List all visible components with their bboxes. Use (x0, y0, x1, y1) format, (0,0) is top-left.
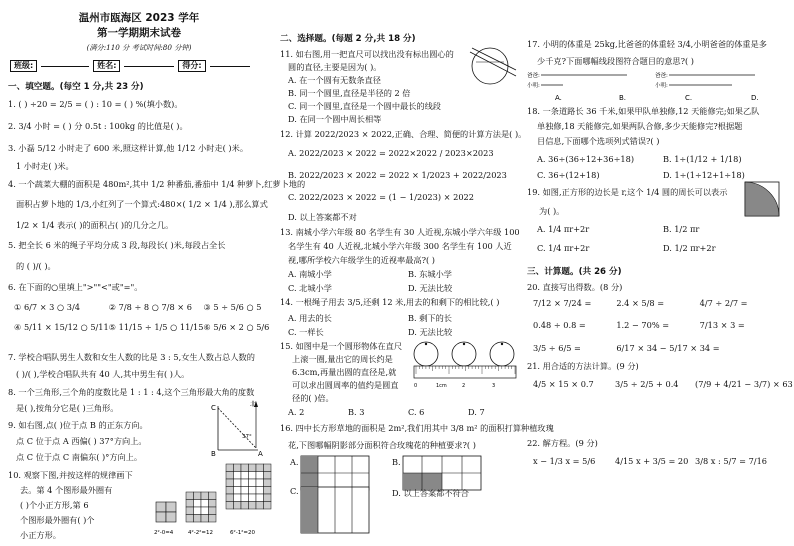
q17-option-a[interactable]: A. (555, 94, 562, 102)
pattern-cell (226, 479, 234, 487)
pattern-cell (186, 507, 194, 515)
q9-line1: 9. 如右图,点( )位于点 B 的正东方向。 (8, 420, 148, 430)
ruler-tick-label: 0 (414, 383, 418, 389)
pattern-2 (186, 492, 216, 522)
pattern-cell (226, 502, 234, 510)
pattern-2-label: 4²-2²=12 (188, 530, 213, 536)
pattern-cell (256, 494, 264, 502)
pattern-cell (264, 472, 272, 480)
q21-item: 4/5 × 15 × 0.7 (533, 379, 594, 389)
q20-item: 4/7 ÷ 2/7 = (699, 298, 748, 308)
q15-option-c[interactable]: C. 6 (408, 407, 425, 417)
pattern-cell (234, 502, 242, 510)
q10-pattern-figure (150, 460, 272, 538)
q6-item: ③ 5 ÷ 5/6 ○ 5 (203, 302, 262, 312)
class-label: 班级: (10, 60, 37, 72)
q18-option-a[interactable]: A. 36÷(36÷12+36÷18) (537, 154, 635, 164)
pattern-cell (201, 500, 209, 508)
q16-option-d[interactable]: D. 以上答案都不符合 (392, 488, 469, 498)
q19-option-c[interactable]: C. 1/4 πr+2r (537, 243, 590, 253)
q12-option-b[interactable]: B. 2022/2023 × 2022 = 2022 × 1/2023 + 2022/2023 (288, 170, 507, 180)
pattern-cell (264, 479, 272, 487)
q18-line3: 目信息,下面哪个选项列式错误?( ) (537, 136, 660, 146)
q3-line1: 3. 小磊 5/12 小时走了 600 米,照这样计算,他 1/12 小时走( )米。 (8, 143, 249, 153)
pattern-cell (249, 472, 257, 480)
q6-item: ① 6/7 × 3 ○ 3/4 (14, 302, 80, 312)
q1: 1. ( ) ÷20 = 2/5 = ( ) : 10 = ( ) %(填小数)。 (8, 99, 183, 109)
q11-option-d[interactable]: D. 在同一个圆中周长相等 (288, 114, 382, 124)
q15-line5: 径的( )倍。 (292, 393, 334, 403)
q20-item: 7/12 × 7/24 = (533, 298, 592, 308)
pattern-cell (226, 472, 234, 480)
q15-option-a[interactable]: A. 2 (288, 407, 305, 417)
q11-line2: 圆的直径,主要是因为( )。 (288, 62, 382, 72)
q12-option-a[interactable]: A. 2022/2023 × 2022 = 2022×2022 / 2023×2023 (288, 148, 494, 158)
pattern-cell (194, 515, 202, 523)
pattern-cell (194, 507, 202, 515)
score-label: 得分: (178, 60, 205, 72)
q21-stem: 21. 用合适的方法计算。(9 分) (527, 361, 639, 371)
pattern-cell (234, 479, 242, 487)
q15-ruler-figure (412, 334, 518, 392)
pattern-cell (186, 492, 194, 500)
q21-item: 3/5 ÷ 2/5 + 0.4 (615, 379, 679, 389)
q13-line2: 名学生有 40 人近视,北城小学六年级 300 名学生有 100 人近 (288, 241, 512, 251)
pattern-cell (209, 500, 217, 508)
q20-item: 6/17 × 34 − 5/17 × 34 = (616, 342, 720, 353)
q20-item: 0.48 ÷ 0.8 = (533, 320, 586, 331)
q22-item: 4/15 x + 3/5 = 20 (615, 456, 689, 466)
q14-option-c[interactable]: C. 一样长 (288, 327, 324, 337)
pattern-cell (201, 507, 209, 515)
q15-line4: 可以求出圆周率的值约是圆直 (292, 380, 399, 390)
name-field[interactable] (124, 66, 174, 67)
q13-line3: 视,哪所学校六年级学生的近视率最高?( ) (288, 255, 435, 265)
q8-line2: 是( ),按角分它是( )三角形。 (16, 403, 119, 413)
q6-item: ② 7/8 ÷ 8 ○ 7/8 × 6 (108, 302, 192, 312)
q12-option-d[interactable]: D. 以上答案都不对 (288, 212, 357, 222)
q13-option-c[interactable]: C. 北城小学 (288, 283, 332, 293)
pattern-3 (226, 464, 271, 509)
q17-line2: 少千克?下面哪幅线段图符合题目的意思?( ) (537, 56, 694, 66)
pattern-cell (256, 464, 264, 472)
q17-father-label: 爸爸: (655, 73, 668, 79)
q4-line3: 1/2 × 1/4 表示( )的面积占( )的几分之几。 (16, 220, 174, 230)
q20-item: 3/5 ÷ 6/5 = (533, 342, 581, 353)
q14-option-a[interactable]: A. 用去的长 (288, 313, 332, 323)
q5-line2: 的 ( )/( )。 (16, 261, 56, 271)
q13-option-b[interactable]: B. 东城小学 (408, 269, 452, 279)
q17-option-b[interactable]: B. (619, 94, 627, 102)
q6-compare-grid (14, 302, 270, 333)
section3-header: 三、计算题。(共 26 分) (527, 267, 622, 277)
q9-direction-figure (198, 398, 264, 460)
q22-stem: 22. 解方程。(9 分) (527, 438, 598, 448)
q9-line2: 点 C 位于点 A 西偏( ) 37°方向上。 (16, 436, 147, 446)
angle-label: 37° (242, 434, 252, 440)
pattern-cell (241, 487, 249, 495)
q10-line3: ( )个小正方形,第 6 (20, 500, 89, 510)
pattern-3-label: 6²-1²=20 (230, 530, 255, 536)
q15-line2: 上滚一圈,量出它的周长约是 (292, 354, 393, 364)
q4-line2: 面积占萝卜地的 1/3,小红列了一个算式:480×( 1/2 × 1/4 ),那么算式 (16, 199, 268, 209)
pattern-cell (264, 464, 272, 472)
q11-circle-figure (468, 42, 518, 92)
q17-son-label: 小明: (655, 83, 668, 89)
section2-header: 二、选择题。(每题 2 分,共 18 分) (280, 34, 416, 44)
pattern-cell (234, 494, 242, 502)
pattern-cell (209, 507, 217, 515)
q15-option-b[interactable]: B. 3 (348, 407, 365, 417)
q16-option-c[interactable]: C. (290, 486, 299, 496)
q17-father-label: 爸爸: (527, 73, 540, 79)
ruler-tick-label: 1cm (436, 383, 447, 389)
section1-header: 一、填空题。(每空 1 分,共 23 分) (8, 82, 144, 92)
class-field[interactable] (41, 66, 89, 67)
pattern-cell (234, 487, 242, 495)
name-label: 姓名: (93, 60, 120, 72)
pattern-cell (209, 515, 217, 523)
q11-option-c[interactable]: C. 同一个圆里,直径是一个圆中最长的线段 (288, 101, 441, 111)
q6-stem: 6. 在下面的○里填上">""<"或"="。 (8, 282, 143, 292)
q17-option-c[interactable]: C. (685, 94, 693, 102)
pattern-cell (256, 479, 264, 487)
pattern-cell (209, 492, 217, 500)
q17-segment-diagrams (527, 70, 789, 104)
q2: 2. 3/4 小时 = ( ) 分 0.5t : 100kg 的比值是( )。 (8, 121, 188, 131)
pattern-cell (186, 515, 194, 523)
q18-line1: 18. 一条道路长 36 千米,如果甲队单独修,12 天能修完;如果乙队 (527, 106, 760, 116)
pattern-cell (264, 502, 272, 510)
pattern-cell (256, 472, 264, 480)
pattern-cell (241, 502, 249, 510)
pattern-cell (241, 464, 249, 472)
q19-line1: 19. 如图,正方形的边长是 r,这个 1/4 圆的周长可以表示 (527, 187, 728, 197)
pattern-1 (156, 502, 176, 522)
exam-title-line1: 温州市瓯海区 2023 学年 (78, 12, 200, 24)
q20-item: 2.4 × 5/8 = (616, 298, 665, 308)
q13-option-a[interactable]: A. 南城小学 (288, 269, 332, 279)
q14-stem: 14. 一根绳子用去 3/5,还剩 12 米,用去的和剩下的相比较,( ) (280, 297, 500, 307)
pattern-cell (234, 472, 242, 480)
pattern-cell (249, 487, 257, 495)
q14-option-b[interactable]: B. 剩下的长 (408, 313, 452, 323)
q22-item: x − 1/3 x = 5/6 (533, 456, 596, 466)
pattern-cell (256, 502, 264, 510)
exam-subtitle: (满分:110 分 考试时间:80 分钟) (86, 43, 192, 52)
q3-line2: 1 小时走( )米。 (16, 161, 74, 171)
pattern-cell (226, 464, 234, 472)
pattern-cell (256, 487, 264, 495)
q6-item: ⑤ 11/15 ÷ 1/5 ○ 11/15 (108, 322, 204, 333)
q15-line1: 15. 如图中是一个圆形物体在直尺 (280, 341, 403, 351)
pattern-cell (249, 479, 257, 487)
q7-line2: ( )/( ),学校合唱队共有 40 人,其中男生有( )人。 (16, 369, 190, 379)
q18-option-c[interactable]: C. 36÷(12+18) (537, 170, 600, 180)
pattern-cell (201, 492, 209, 500)
pattern-cell (241, 479, 249, 487)
q12-option-c[interactable]: C. 2022/2023 × 2022 = (1 − 1/2023) × 2022 (288, 192, 474, 202)
q17-option-d[interactable]: D. (751, 94, 759, 102)
exam-title-line2: 第一学期期末试卷 (97, 27, 181, 39)
q10-line5: 小正方形。 (20, 530, 61, 540)
q12-stem: 12. 计算 2022/2023 × 2022,正确、合理、简便的计算方法是( )。 (280, 129, 527, 139)
q18-option-b[interactable]: B. 1÷(1/12 + 1/18) (663, 154, 742, 164)
q9-line3: 点 C 位于点 C 南偏东( )°方向上。 (16, 452, 143, 462)
q16-option-b[interactable]: B. (392, 457, 401, 467)
pattern-cell (226, 487, 234, 495)
q16-line2: 花,下图哪幅阴影部分面积符合玫瑰花的种植要求?( ) (288, 440, 476, 450)
q17-son-label: 小明: (527, 83, 540, 89)
q10-line2: 去。第 4 个图形最外圈有 (20, 485, 113, 495)
q19-option-d[interactable]: D. 1/2 πr+2r (663, 243, 716, 253)
q21-item: (7/9 + 4/21 − 3/7) × 63 (695, 379, 793, 389)
q16-figure-c (300, 486, 372, 536)
pattern-cell (241, 494, 249, 502)
q10-line1: 10. 观察下图,并按这样的规律画下 (8, 470, 133, 480)
pattern-cell (249, 494, 257, 502)
pattern-cell (194, 500, 202, 508)
pattern-cell (186, 500, 194, 508)
q17-line1: 17. 小明的体重是 25kg,比爸爸的体重轻 3/4,小明爸爸的体重是多 (527, 39, 767, 49)
q20-item: 7/13 × 3 = (699, 320, 745, 331)
q15-line3: 6.3cm,再量出圆的直径是,就 (292, 367, 397, 377)
q8-line1: 8. 一个三角形,三个角的度数比是 1 : 1 : 4,这个三角形最大角的度数 (8, 387, 255, 397)
q18-line2: 单独修,18 天能修完,如果两队合修,多少天能修完?根据题 (537, 121, 743, 131)
pattern-1-label: 2²-0=4 (154, 530, 174, 536)
q13-line1: 13. 南城小学六年级 80 名学生有 30 人近视,东城小学六年级 100 (280, 227, 520, 237)
point-a-label: A (258, 450, 263, 458)
q5-line1: 5. 把全长 6 米的绳子平均分成 3 段,每段长( )米,每段占全长 (8, 240, 226, 250)
point-b-label: B (211, 450, 216, 458)
pattern-cell (234, 464, 242, 472)
pattern-cell (226, 494, 234, 502)
score-field[interactable] (210, 66, 250, 67)
q13-option-d[interactable]: D. 无法比较 (408, 283, 453, 293)
pattern-cell (264, 487, 272, 495)
ruler-tick-label: 3 (492, 383, 496, 389)
pattern-cell (264, 494, 272, 502)
q20-stem: 20. 直接写出得数。(8 分) (527, 282, 623, 292)
q19-option-b[interactable]: B. 1/2 πr (663, 224, 700, 234)
q6-item: ④ 5/11 × 15/12 ○ 5/11 (14, 322, 109, 333)
pattern-cell (241, 472, 249, 480)
pattern-cell (201, 515, 209, 523)
q14-option-d[interactable]: D. 无法比较 (408, 327, 453, 337)
q22-item: 3/8 x : 5/7 = 7/16 (695, 456, 767, 466)
q19-line2: 为( )。 (539, 206, 565, 216)
point-c-label: C (211, 404, 216, 412)
q15-option-d[interactable]: D. 7 (468, 407, 485, 417)
pattern-cell (249, 464, 257, 472)
q6-item: ⑥ 5/6 × 2 ○ 5/6 (203, 322, 270, 333)
q4-line1: 4. 一个蔬菜大棚的面积是 480m²,其中 1/2 种番茄,番茄中 1/4 种萝卜,红萝卜地的 (8, 179, 306, 189)
q19-quarter-circle-figure (743, 180, 783, 220)
north-label: 北 (250, 401, 257, 408)
q16-option-a[interactable]: A. (290, 457, 299, 467)
q11-line1: 11. 如右图,用一把直尺可以找出没有标出圆心的 (280, 49, 454, 59)
q11-option-b[interactable]: B. 同一个圆里,直径是半径的 2 倍 (288, 88, 411, 98)
q10-line4: 个图形最外圈有( )个 (20, 515, 95, 525)
q20-grid (533, 298, 783, 353)
q18-option-d[interactable]: D. 1÷(1÷12+1÷18) (663, 170, 745, 180)
q11-option-a[interactable]: A. 在一个圆有无数条直径 (288, 75, 381, 85)
pattern-cell (249, 502, 257, 510)
pattern-cell (194, 492, 202, 500)
ruler-tick-label: 2 (462, 383, 466, 389)
q16-line1: 16. 四中长方形草地的面积是 2m²,我们用其中 3/8 m² 的面积打算种植玫瑰 (280, 423, 554, 433)
q20-item: 1.2 − 70% = (616, 320, 670, 331)
q7-line1: 7. 学校合唱队男生人数和女生人数的比是 3 : 5,女生人数占总人数的 (8, 352, 255, 362)
student-info-row (10, 60, 250, 72)
q19-option-a[interactable]: A. 1/4 πr+2r (537, 224, 590, 234)
